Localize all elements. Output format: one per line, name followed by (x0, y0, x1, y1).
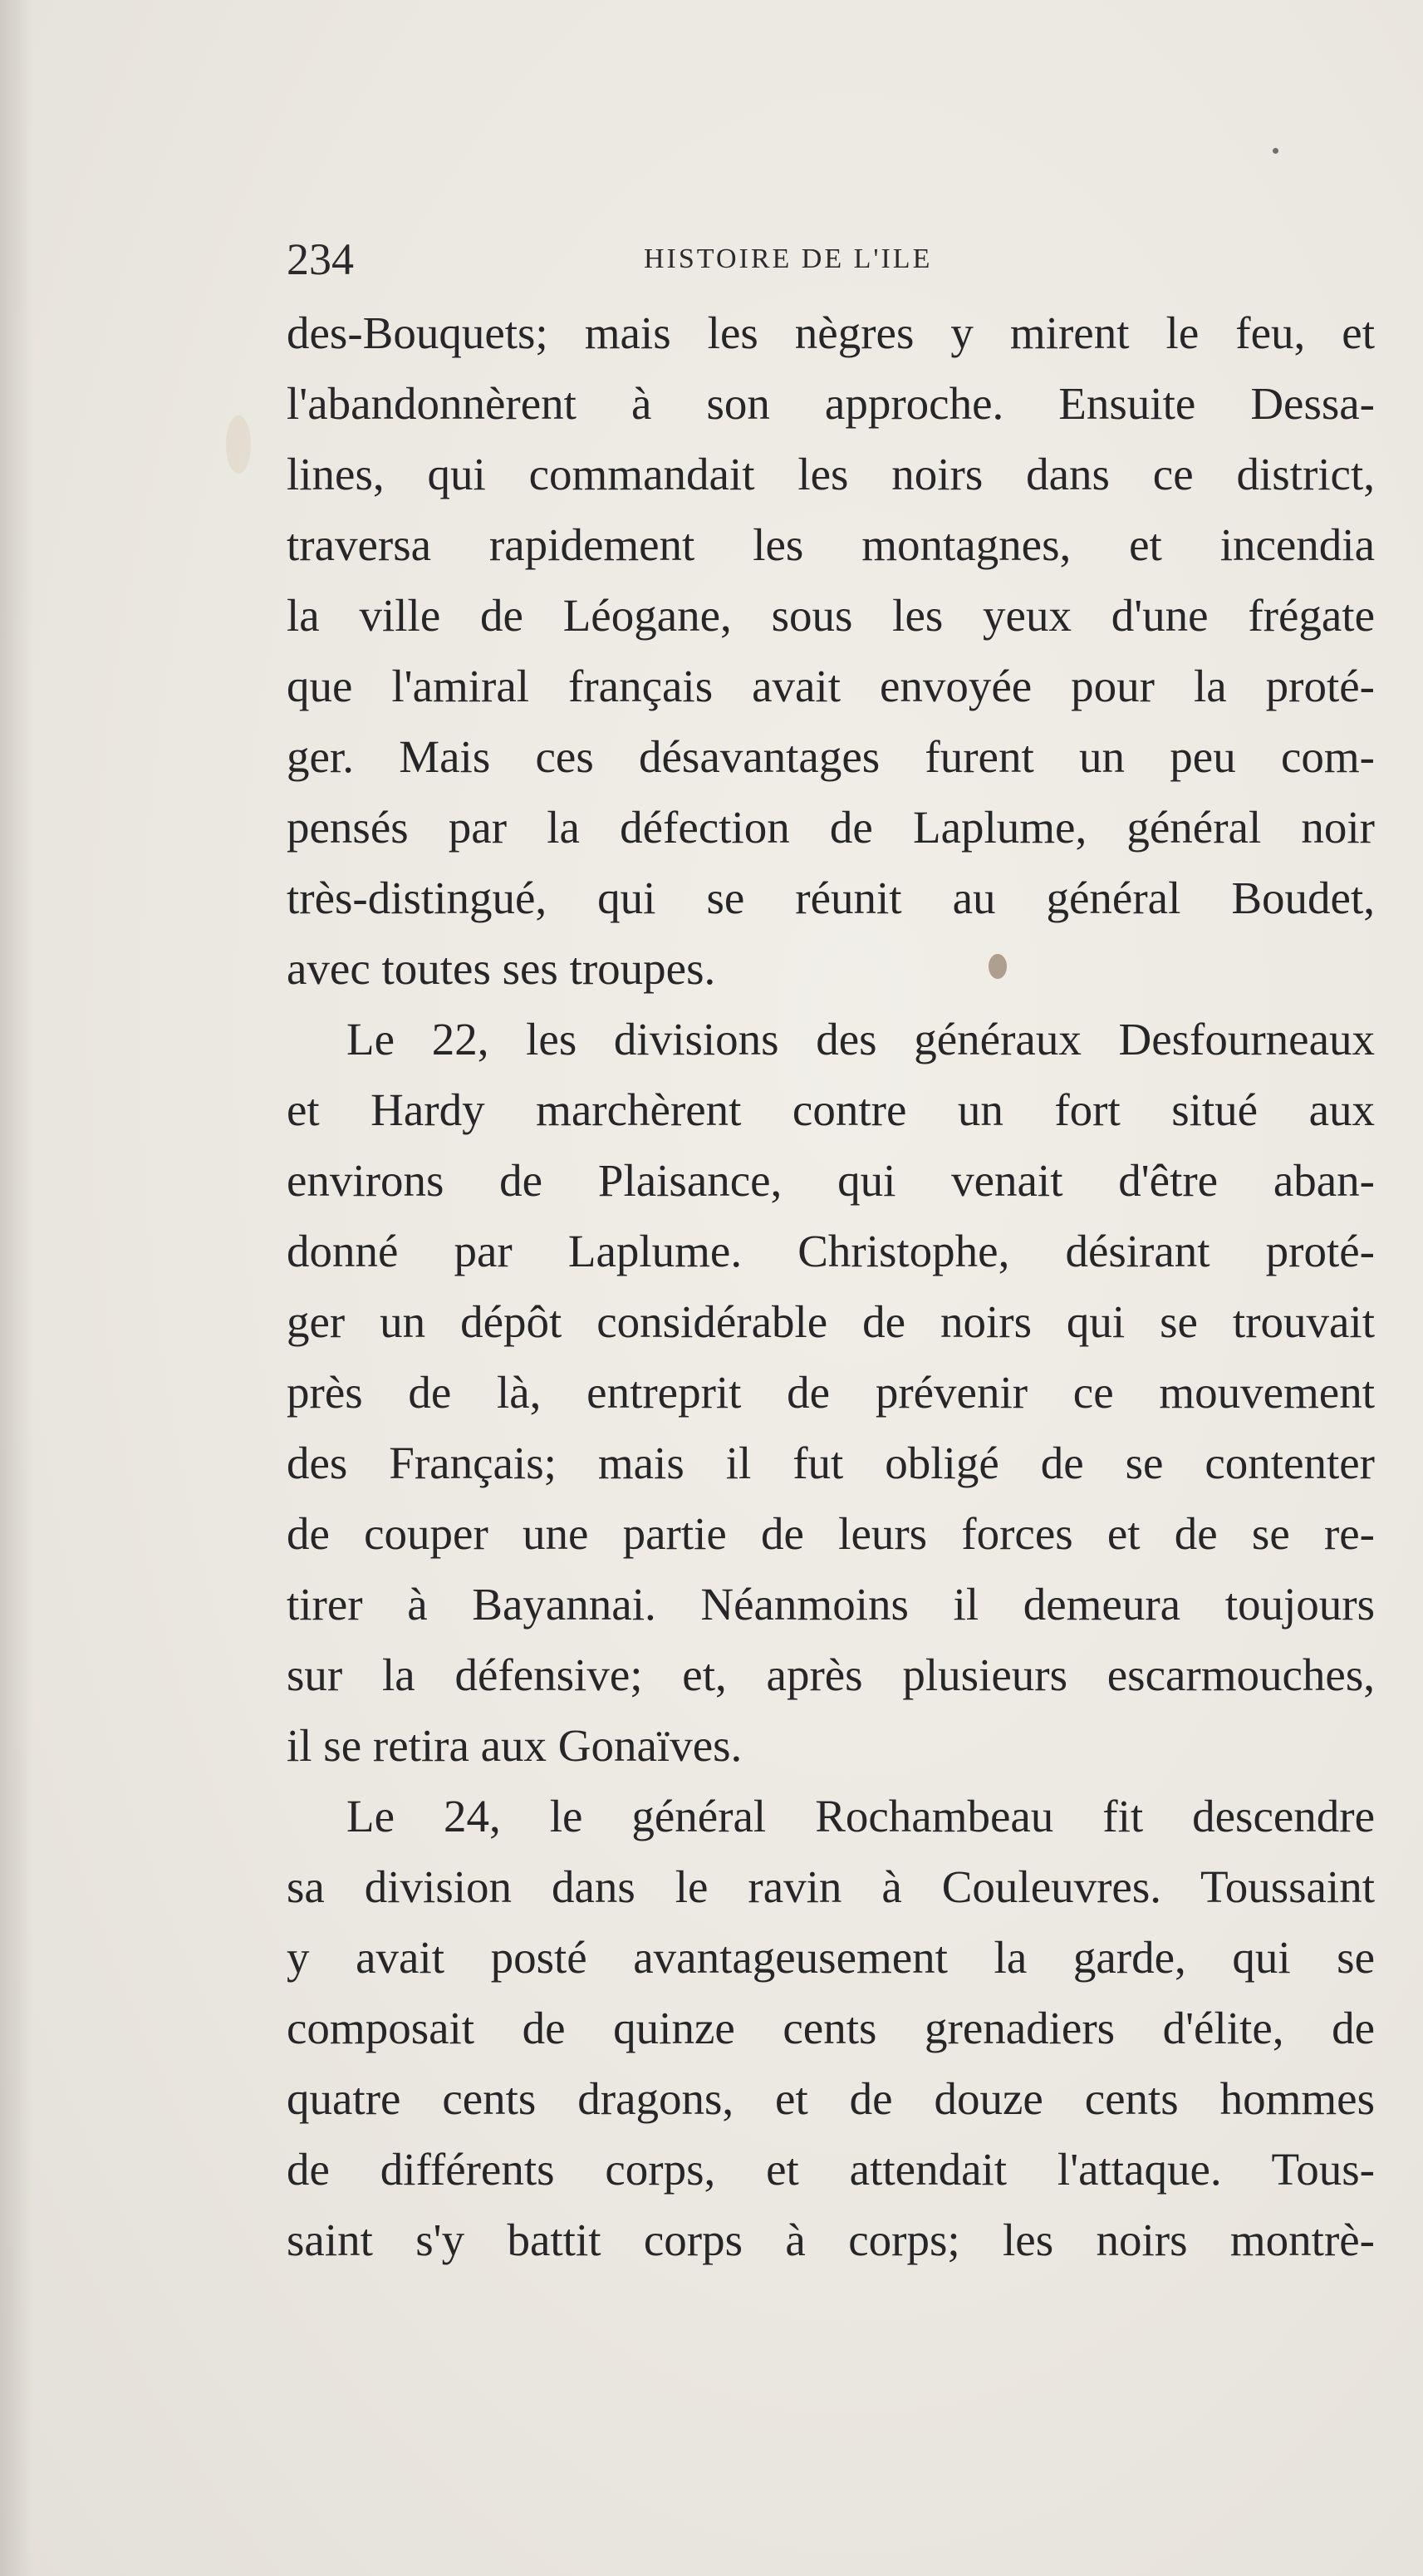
text-line: ger. Mais ces désavantages furent un peu com- (287, 731, 1375, 782)
text-line: ger un dépôt considérable de noirs qui se trouvait (287, 1296, 1375, 1347)
paragraph (287, 1781, 1375, 2275)
text-line: environs de Plaisance, qui venait d'être aban- (287, 1155, 1375, 1206)
text-line: composait de quinze cents grenadiers d'élite, de (287, 2003, 1375, 2053)
text-line: Le 22, les divisions des généraux Desfourneaux (346, 1014, 1375, 1064)
page-number: 234 (287, 234, 354, 284)
text-line: tirer à Bayannai. Néanmoins il demeura toujours (287, 1579, 1375, 1630)
text-line: que l'amiral français avait envoyée pour la proté- (287, 661, 1375, 711)
running-head: HISTOIRE DE L'ILE (644, 243, 933, 274)
ink-speck (1273, 148, 1278, 154)
gutter-shadow (0, 0, 33, 2576)
text-line: près de là, entreprit de prévenir ce mouvement (287, 1367, 1375, 1418)
text-line: des Français; mais il fut obligé de se contenter (287, 1438, 1375, 1488)
page-header (287, 226, 1383, 293)
text-line: pensés par la défection de Laplume, général noir (287, 802, 1375, 853)
body-text (287, 297, 1375, 2275)
text-line: lines, qui commandait les noirs dans ce district, (287, 449, 1375, 499)
text-line: avec toutes ses troupes. (287, 943, 716, 994)
paragraph (287, 297, 1375, 1004)
text-line: de différents corps, et attendait l'attaque. Tous- (287, 2144, 1375, 2195)
text-line: quatre cents dragons, et de douze cents hommes (287, 2073, 1375, 2124)
text-line: Le 24, le général Rochambeau fit descendre (346, 1791, 1375, 1841)
text-line: très-distingué, qui se réunit au général Boudet, (287, 873, 1375, 923)
paragraph (287, 1004, 1375, 1781)
text-line: y avait posté avantageusement la garde, qui se (287, 1932, 1375, 1983)
paper-stain (226, 415, 251, 474)
text-line: il se retira aux Gonaïves. (287, 1720, 743, 1771)
text-line: sa division dans le ravin à Couleuvres. Toussaint (287, 1861, 1375, 1912)
text-line: des-Bouquets; mais les nègres y mirent le feu, et (287, 307, 1375, 358)
text-line: saint s'y battit corps à corps; les noirs montrè- (287, 2215, 1375, 2265)
text-line: la ville de Léogane, sous les yeux d'une frégate (287, 590, 1375, 641)
text-line: et Hardy marchèrent contre un fort situé aux (287, 1084, 1375, 1135)
text-line: sur la défensive; et, après plusieurs escarmouches, (287, 1649, 1375, 1700)
text-line: donné par Laplume. Christophe, désirant proté- (287, 1226, 1375, 1276)
text-line: de couper une partie de leurs forces et de se re- (287, 1508, 1375, 1559)
text-line: l'abandonnèrent à son approche. Ensuite Dessa- (287, 378, 1375, 429)
text-line: traversa rapidement les montagnes, et incendia (287, 519, 1375, 570)
